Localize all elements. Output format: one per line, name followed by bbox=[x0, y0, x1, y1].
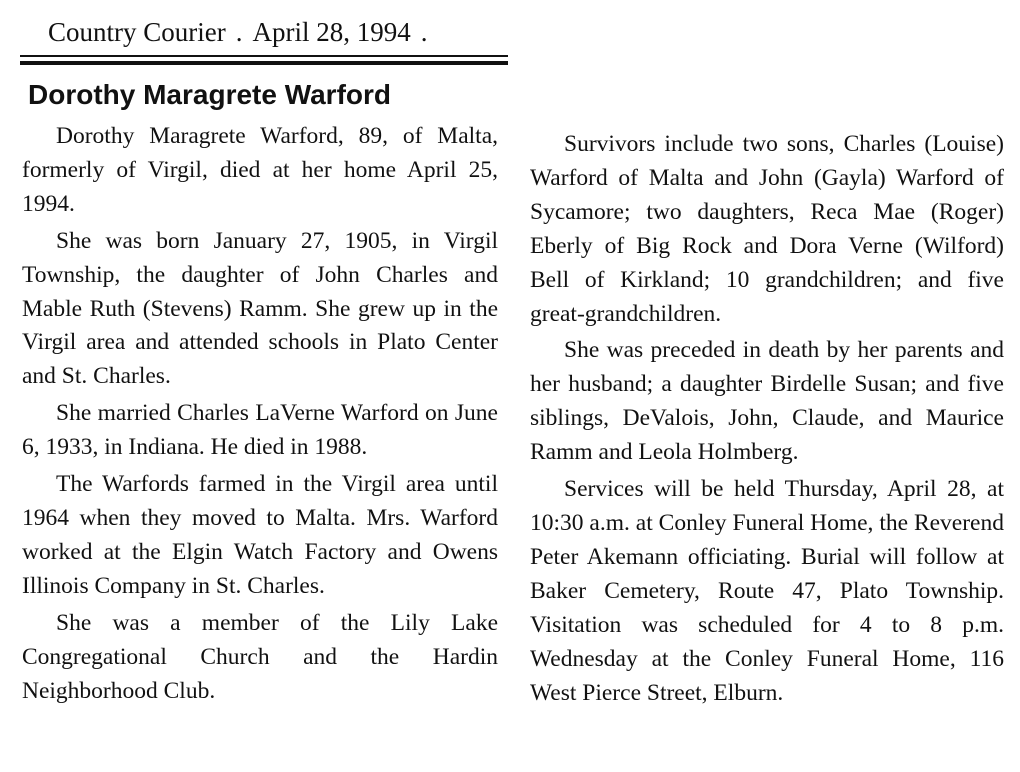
paragraph-preceded: She was preceded in death by her parents and her husband; a daughter Birdelle Susan; and five siblings, DeValois, John, Claude, and Maurice Ramm and Leola Holmberg. bbox=[530, 337, 1004, 466]
masthead-separator: . bbox=[235, 17, 243, 47]
masthead-end-mark: . bbox=[420, 17, 428, 47]
masthead-rule-thin bbox=[20, 55, 508, 57]
publication-date: April 28, 1994 bbox=[252, 17, 411, 47]
paragraph-services: Services will be held Thursday, April 28, at 10:30 a.m. at Conley Funeral Home, the Reverend Peter Akemann officiating. Burial will follow at Baker Cemetery, Route 47, Plato Township. Visitation was scheduled for 4 to 8 p.m. Wednesday at the Conley Funeral Home, 116 West Pierce Street, Elburn. bbox=[530, 476, 1004, 706]
obituary-headline: Dorothy Maragrete Warford bbox=[28, 79, 392, 110]
paragraph-death-notice: Dorothy Maragrete Warford, 89, of Malta, formerly of Virgil, died at her home April 25, 1994. bbox=[22, 123, 498, 217]
masthead-rule-thick bbox=[20, 61, 508, 65]
paragraph-farming: The Warfords farmed in the Virgil area until 1964 when they moved to Malta. Mrs. Warford worked at the Elgin Watch Factory and Owens Illinois Company in St. Charles. bbox=[22, 471, 498, 599]
left-column bbox=[22, 120, 498, 711]
newspaper-name: Country Courier bbox=[48, 17, 226, 47]
masthead bbox=[26, 14, 508, 50]
paragraph-marriage: She married Charles LaVerne Warford on June 6, 1933, in Indiana. He died in 1988. bbox=[22, 400, 498, 461]
paragraph-survivors: Survivors include two sons, Charles (Louise) Warford of Malta and John (Gayla) Warford of Sycamore; two daughters, Reca Mae (Roger) Eberly of Big Rock and Dora Verne (Wilford) Bell of Kirkland; 10 grandchildren; and five great-grandchildren. bbox=[530, 131, 1004, 327]
right-column bbox=[530, 128, 1004, 713]
paragraph-birth: She was born January 27, 1905, in Virgil Township, the daughter of John Charles and Mable Ruth (Stevens) Ramm. She grew up in the Virgil area and attended schools in Plato Center and St. Charles. bbox=[22, 227, 498, 390]
paragraph-membership: She was a member of the Lily Lake Congregational Church and the Hardin Neighborhood Club. bbox=[22, 609, 498, 704]
